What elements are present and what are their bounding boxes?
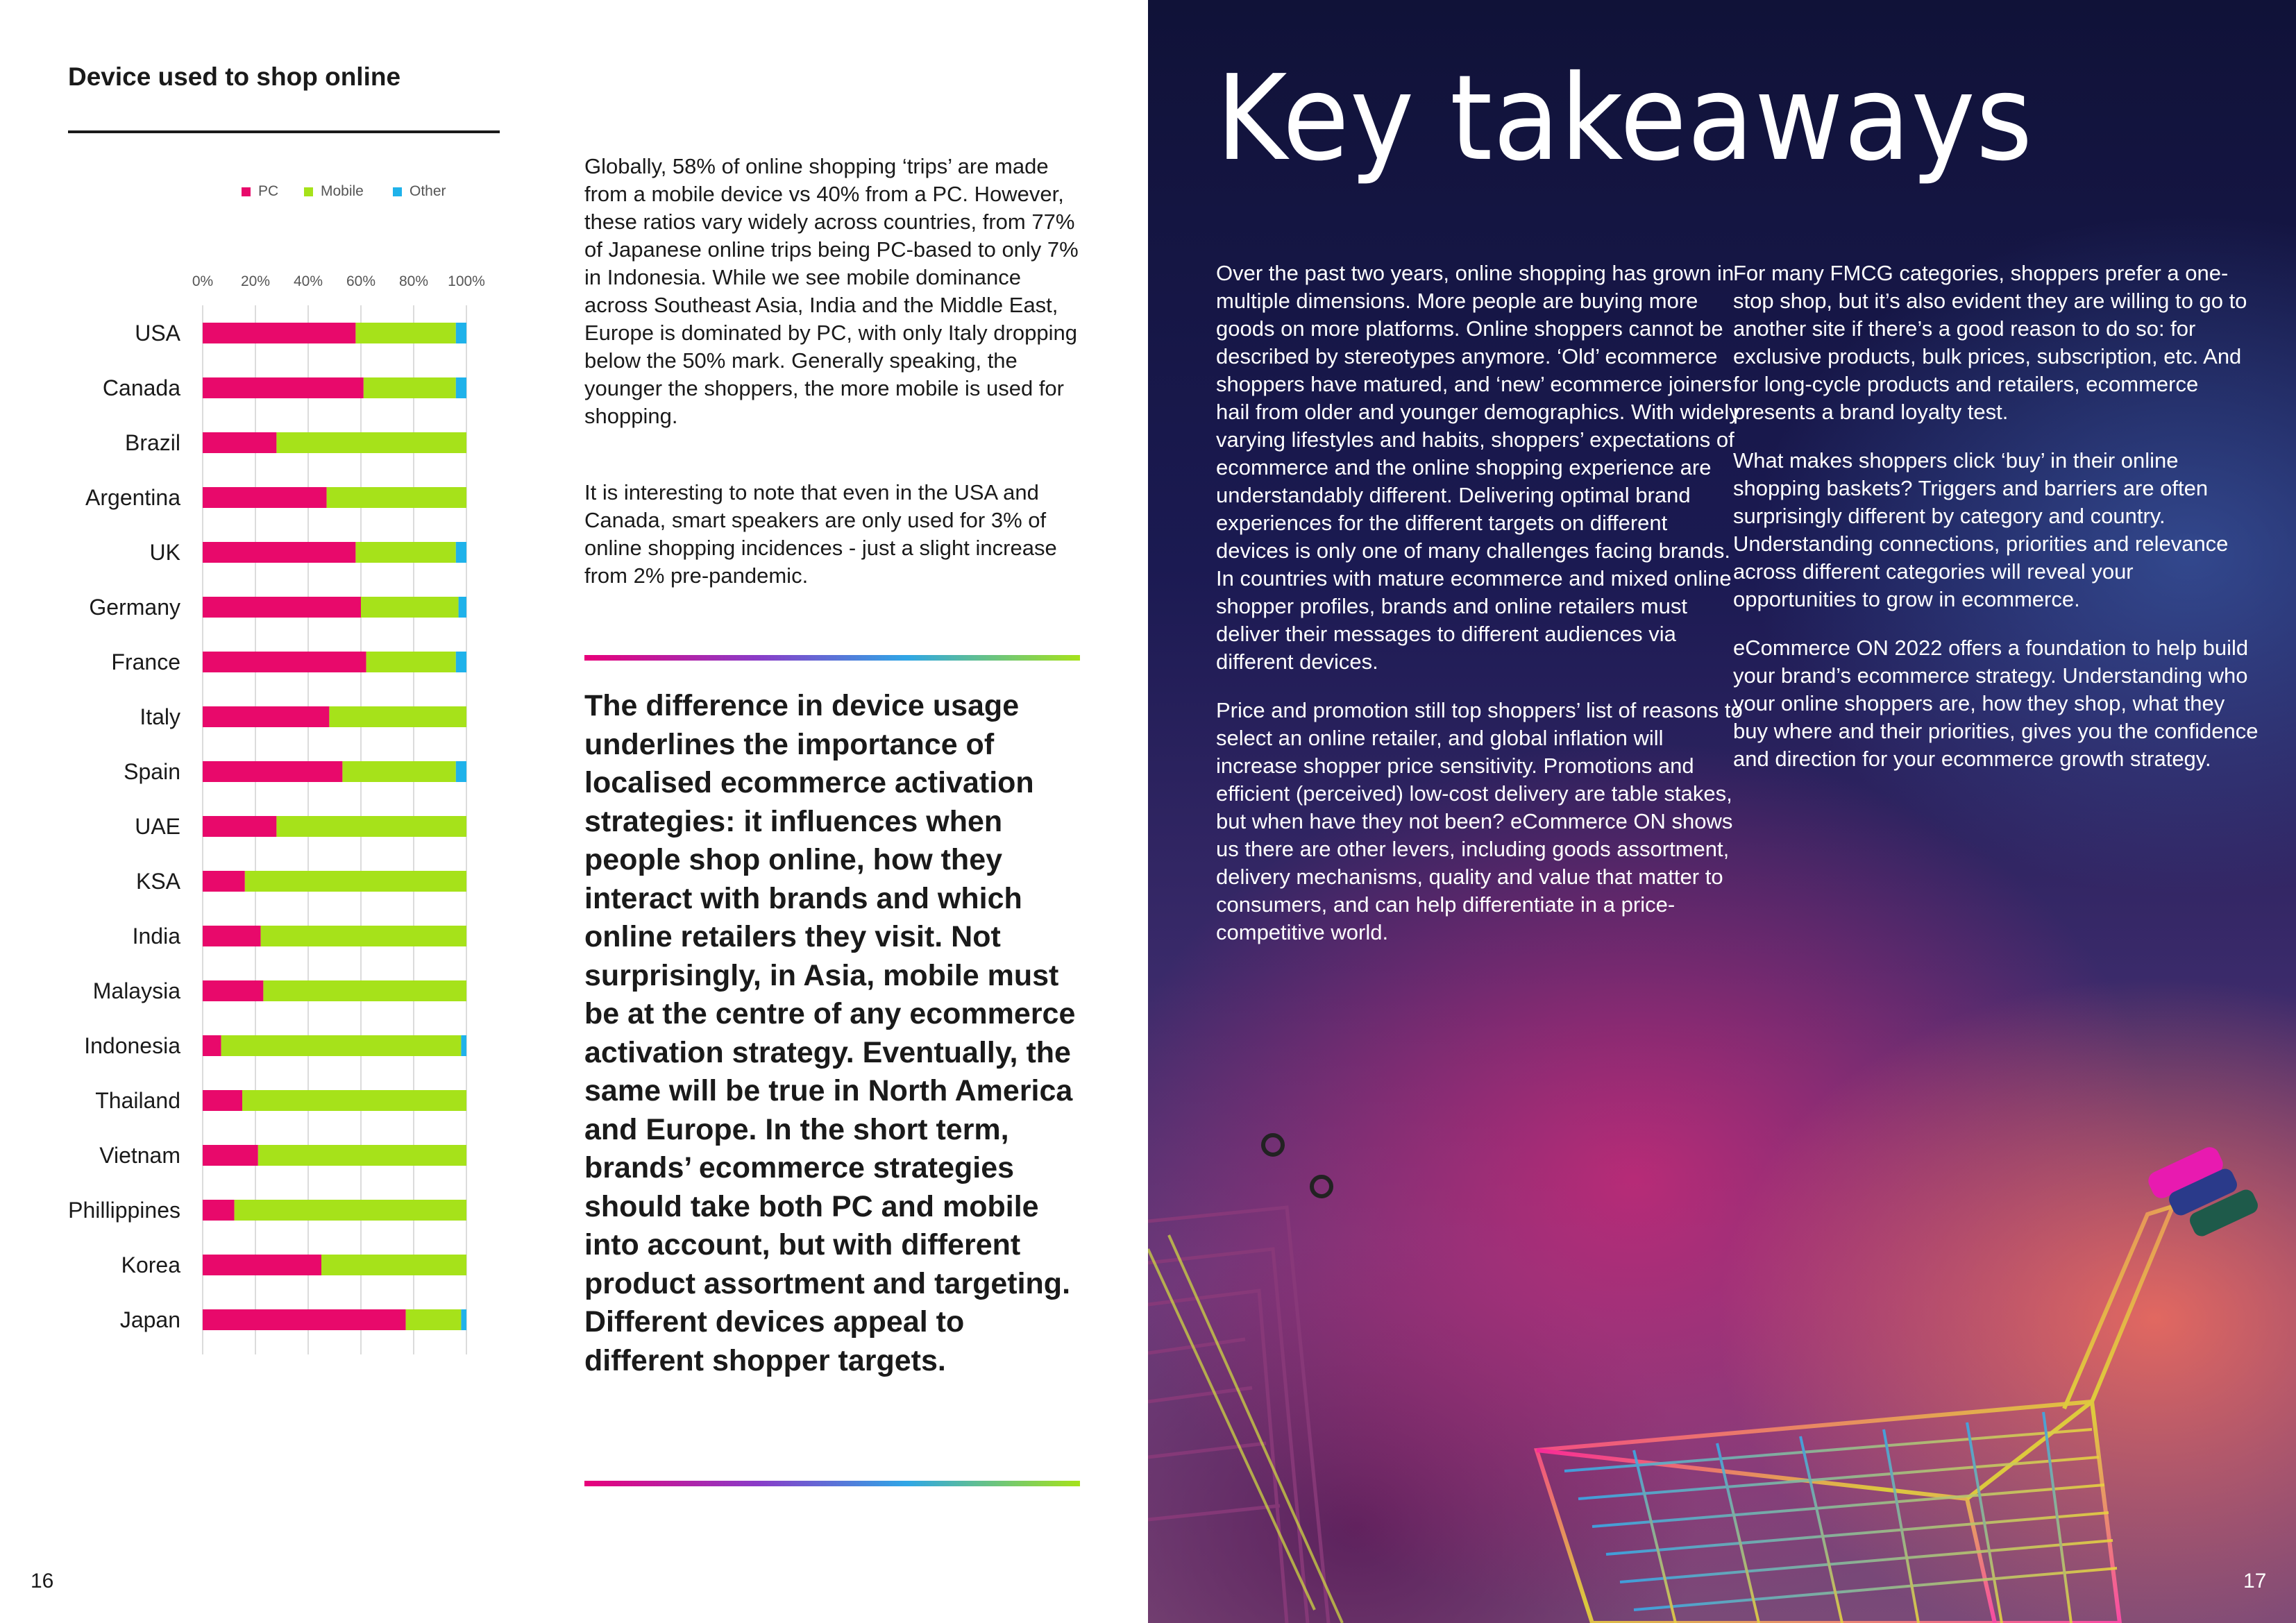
legend-label-pc: PC: [258, 183, 279, 199]
bar-pc: [203, 1255, 321, 1275]
takeaway-paragraph: Over the past two years, online shopping has grown in multiple dimensions. More people are buying more goods on more platforms. Online shoppers cannot be described by stereotypes anymore. ‘Old’ ecommerce shoppers have matured, and ‘new’ ecommerce joiners hail from older and younger demographics. With widely varying lifestyles and habits, shoppers’ expectations of ecommerce and the online shopping experience are understandably different. Delivering optimal brand experiences for the different targets on different devices is only one of many challenges facing brands. In countries with mature ecommerce and mixed online shopper profiles, brands and online retailers must deliver their messages to different audiences via different devices.: [1216, 261, 1740, 674]
bar-pc: [203, 652, 366, 672]
category-label: Malaysia: [92, 978, 180, 1003]
category-label: Italy: [140, 704, 180, 729]
bar-pc: [203, 377, 364, 398]
bar-mobile: [327, 487, 466, 508]
bar-other: [456, 377, 466, 398]
bar-mobile: [261, 926, 466, 946]
bar-mobile: [263, 980, 466, 1001]
takeaways-column-2: [1733, 260, 2261, 794]
bar-other: [456, 542, 466, 563]
category-label: Canada: [102, 375, 180, 400]
bar-other: [456, 323, 466, 343]
category-label: KSA: [135, 869, 180, 894]
bar-other: [456, 652, 466, 672]
bar-pc: [203, 487, 327, 508]
category-label: UK: [149, 540, 180, 565]
legend-swatch-other: [393, 187, 402, 196]
bar-pc: [203, 871, 245, 892]
category-label: USA: [135, 321, 180, 346]
page-number-left: 16: [31, 1570, 54, 1592]
bar-pc: [203, 1090, 242, 1111]
category-label: Japan: [119, 1307, 180, 1332]
bar-mobile: [258, 1145, 466, 1166]
chart-title: Device used to shop online: [68, 62, 401, 91]
category-label: India: [132, 924, 180, 949]
bar-mobile: [361, 597, 459, 618]
smart-speaker-paragraph: It is interesting to note that even in the USA and Canada, smart speakers are only used for 3% of online shopping incidences - just a slight increase from 2% pre-pandemic.: [584, 480, 1057, 588]
right-page: [1148, 0, 2296, 1623]
takeaway-paragraph: For many FMCG categories, shoppers prefer a one-stop shop, but it’s also evident they are willing to go to another site if there’s a good reason to do so: for exclusive products, bulk prices, subscription, etc. And for long-cycle products and retailers, ecommerce presents a brand loyalty test.: [1733, 261, 2247, 424]
bar-mobile: [221, 1035, 462, 1056]
takeaway-paragraph: eCommerce ON 2022 offers a foundation to help build your brand’s ecommerce strategy. Understanding who your online shoppers are, how they shop, what they buy where and their priorities, gives you the confidence and direction for your ecommerce growth strategy.: [1733, 636, 2259, 771]
key-takeaways-title: Key takeaways: [1216, 50, 2034, 187]
bar-other: [459, 597, 466, 618]
bar-mobile: [235, 1200, 466, 1221]
x-tick-label: 20%: [240, 273, 271, 289]
category-label: Spain: [124, 759, 180, 784]
bar-pc: [203, 980, 263, 1001]
bar-pc: [203, 1035, 221, 1056]
bar-pc: [203, 1145, 258, 1166]
category-label: Germany: [89, 595, 180, 620]
legend-swatch-pc: [242, 187, 251, 196]
bar-other: [461, 1035, 466, 1056]
category-label: Phillippines: [68, 1198, 180, 1223]
bar-mobile: [321, 1255, 466, 1275]
bar-pc: [203, 1200, 235, 1221]
bar-pc: [203, 816, 276, 837]
quote-bottom-divider: [584, 1481, 1080, 1486]
bar-pc: [203, 706, 329, 727]
quote-top-divider: [584, 655, 1080, 661]
device-usage-chart: [0, 167, 527, 1374]
x-tick-label: 60%: [346, 273, 376, 289]
pull-quote: The difference in device usage underlines the importance of localised ecommerce activation strategies: it influences when people shop online, how they interact with brands and which online retailers they visit. Not surprisingly, in Asia, mobile must be at the centre of any ecommerce activation strategy. Eventually, the same will be true in North America and Europe. In the short term, brands’ ecommerce strategies should take both PC and mobile into account, but with different product assortment and targeting. Different devices appeal to different shopper targets.: [584, 689, 1076, 1377]
legend-label-mobile: Mobile: [321, 183, 364, 199]
takeaway-paragraph: Price and promotion still top shoppers’ list of reasons to select an online retailer, and global inflation will increase shopper price sensitivity. Promotions and efficient (perceived) low-cost delivery are table stakes, but when have they not been? eCommerce ON shows us there are other levers, including goods assortment, delivery mechanisms, quality and value that matter to consumers, and can help differentiate in a price-competitive world.: [1216, 698, 1743, 944]
bar-mobile: [276, 816, 466, 837]
bar-mobile: [406, 1309, 462, 1330]
bar-mobile: [245, 871, 466, 892]
page-number-right: 17: [2243, 1570, 2267, 1592]
category-label: Indonesia: [84, 1033, 180, 1058]
category-label: Thailand: [95, 1088, 180, 1113]
legend-swatch-mobile: [304, 187, 313, 196]
bar-pc: [203, 1309, 406, 1330]
intro-paragraph: Globally, 58% of online shopping ‘trips’ are made from a mobile device vs 40% from a PC. However, these ratios vary widely across countries, from 77% of Japanese online trips being PC-based to only 7% in Indonesia. While we see mobile dominance across Southeast Asia, India and the Middle East, Europe is dominated by PC, with only Italy dropping below the 50% mark. Generally speaking, the younger the shoppers, the more mobile is used for shopping.: [584, 154, 1079, 428]
bar-pc: [203, 542, 355, 563]
category-label: Vietnam: [99, 1143, 180, 1168]
category-label: Korea: [121, 1252, 180, 1277]
bar-mobile: [355, 323, 455, 343]
bar-pc: [203, 323, 355, 343]
x-tick-label: 40%: [293, 273, 323, 289]
bar-mobile: [276, 432, 466, 453]
bar-mobile: [342, 761, 455, 782]
x-tick-label: 100%: [448, 273, 485, 289]
title-divider: [68, 130, 500, 133]
bar-mobile: [242, 1090, 466, 1111]
bar-mobile: [364, 377, 456, 398]
bar-pc: [203, 926, 261, 946]
takeaway-paragraph: What makes shoppers click ‘buy’ in their online shopping baskets? Triggers and barriers are often surprisingly different by category and country. Understanding connections, priorities and relevance across different categories will reveal your opportunities to grow in ecommerce.: [1733, 448, 2229, 611]
category-label: France: [111, 649, 180, 674]
category-label: Brazil: [124, 430, 180, 455]
bar-mobile: [366, 652, 456, 672]
shopping-cart-illustration: [1148, 1041, 2296, 1623]
takeaways-column-1: [1216, 260, 1744, 967]
bar-pc: [203, 761, 342, 782]
bar-other: [461, 1309, 466, 1330]
legend-label-other: Other: [410, 183, 446, 199]
bar-mobile: [329, 706, 466, 727]
bar-pc: [203, 597, 361, 618]
bar-other: [456, 761, 466, 782]
category-label: Argentina: [85, 485, 180, 510]
x-tick-label: 0%: [192, 273, 214, 289]
bar-pc: [203, 432, 276, 453]
x-tick-label: 80%: [398, 273, 429, 289]
bar-mobile: [355, 542, 455, 563]
category-label: UAE: [135, 814, 180, 839]
